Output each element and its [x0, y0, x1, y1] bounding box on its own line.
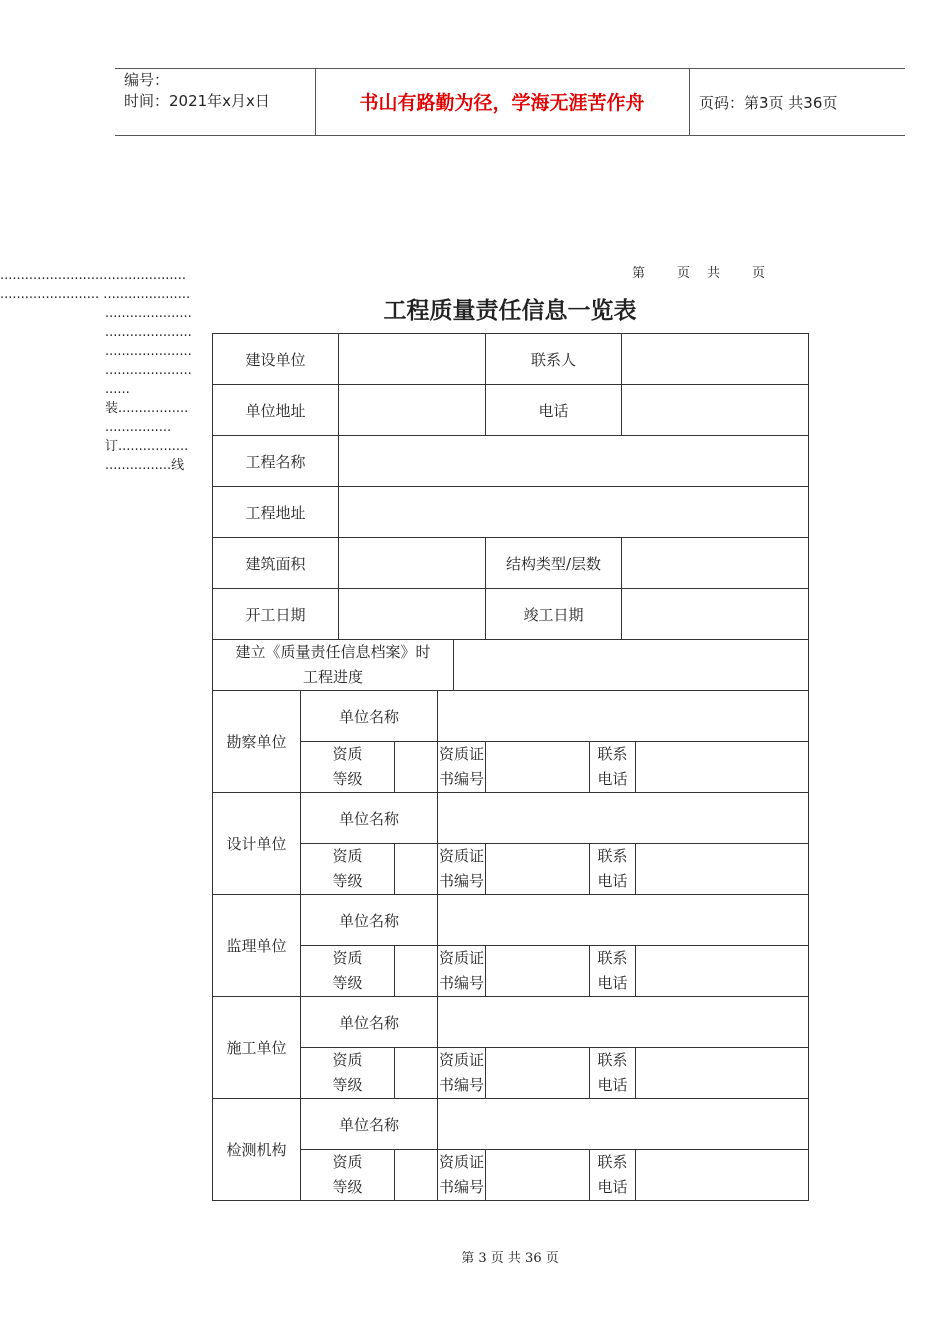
- progress-label-line: 工程进度: [303, 668, 364, 686]
- label-line: 联系: [597, 847, 628, 865]
- certificate-number-label: [438, 1048, 486, 1099]
- completion-date-value[interactable]: [622, 589, 809, 640]
- unit-name-value[interactable]: [438, 895, 809, 946]
- label-line: 资质: [332, 949, 363, 967]
- start-date-label: 开工日期: [213, 589, 339, 640]
- binding-line: .....................: [105, 344, 192, 359]
- binding-margin: [0, 266, 192, 475]
- number-label: 编号：: [124, 71, 170, 89]
- label-line: 电话: [597, 1076, 628, 1094]
- qualification-level-label: [301, 1150, 395, 1201]
- certificate-number-label: [438, 844, 486, 895]
- qualification-level-value[interactable]: [395, 1048, 438, 1099]
- certificate-number-value[interactable]: [486, 1048, 590, 1099]
- header-bottom-rule: [115, 135, 905, 136]
- structure-floors-value[interactable]: [622, 538, 809, 589]
- label-line: 资质: [332, 847, 363, 865]
- qualification-level-value[interactable]: [395, 742, 438, 793]
- label-line: 等级: [332, 872, 363, 890]
- binding-line: 装.................: [105, 401, 189, 416]
- label-line: 联系: [597, 745, 628, 763]
- certificate-number-value[interactable]: [486, 742, 590, 793]
- sheet-page-indicator: 第 页 共 页: [632, 266, 768, 281]
- binding-line: 订.................: [105, 439, 189, 454]
- contact-phone-value[interactable]: [636, 946, 809, 997]
- contact-phone-value[interactable]: [636, 742, 809, 793]
- structure-floors-label: 结构类型/层数: [486, 538, 622, 589]
- label-line: 等级: [332, 1076, 363, 1094]
- document-title: 工程质量责任信息一览表: [383, 297, 637, 324]
- label-line: 电话: [597, 974, 628, 992]
- supervision-unit-group: [213, 895, 809, 997]
- qualification-level-label: [301, 1048, 395, 1099]
- unit-name-value[interactable]: [438, 691, 809, 742]
- header-page-label: 页码：第3页 共36页: [699, 94, 838, 112]
- unit-name-label: 单位名称: [301, 1099, 438, 1150]
- unit-address-label: 单位地址: [213, 385, 339, 436]
- binding-line: ......: [105, 382, 130, 397]
- label-line: 等级: [332, 1178, 363, 1196]
- contact-phone-label: [590, 946, 636, 997]
- unit-name-value[interactable]: [438, 997, 809, 1048]
- phone-label: 电话: [486, 385, 622, 436]
- qualification-level-label: [301, 946, 395, 997]
- qualification-level-label: [301, 742, 395, 793]
- label-line: 资质证: [439, 1153, 485, 1171]
- start-date-value[interactable]: [339, 589, 486, 640]
- label-line: 等级: [332, 974, 363, 992]
- label-line: 书编号: [439, 872, 485, 890]
- project-address-value[interactable]: [339, 487, 809, 538]
- label-line: 电话: [597, 872, 628, 890]
- unit-address-value[interactable]: [339, 385, 486, 436]
- label-line: 资质证: [439, 847, 485, 865]
- project-name-label: 工程名称: [213, 436, 339, 487]
- label-line: 等级: [332, 770, 363, 788]
- progress-label-line: 建立《质量责任信息档案》时: [235, 643, 431, 661]
- contact-phone-value[interactable]: [636, 844, 809, 895]
- design-unit-group: [213, 793, 809, 895]
- group-label: 监理单位: [213, 895, 301, 997]
- progress-label: [213, 640, 454, 691]
- completion-date-label: 竣工日期: [486, 589, 622, 640]
- label-line: 书编号: [439, 770, 485, 788]
- certificate-number-label: [438, 1150, 486, 1201]
- contact-phone-label: [590, 844, 636, 895]
- header-top-rule: [115, 68, 905, 69]
- progress-value[interactable]: [454, 640, 809, 691]
- contact-person-value[interactable]: [622, 334, 809, 385]
- survey-unit-group: [213, 691, 809, 793]
- group-label: 检测机构: [213, 1099, 301, 1201]
- time-label: 时间：2021年x月x日: [124, 92, 270, 110]
- label-line: 联系: [597, 1153, 628, 1171]
- unit-name-label: 单位名称: [301, 895, 438, 946]
- certificate-number-value[interactable]: [486, 844, 590, 895]
- phone-value[interactable]: [622, 385, 809, 436]
- project-name-value[interactable]: [339, 436, 809, 487]
- binding-line: ................: [105, 420, 172, 435]
- construction-unit-label: 建设单位: [213, 334, 339, 385]
- binding-line: ................线: [105, 458, 185, 473]
- construction-unit-value[interactable]: [339, 334, 486, 385]
- certificate-number-value[interactable]: [486, 946, 590, 997]
- unit-name-label: 单位名称: [301, 997, 438, 1048]
- header-motto: 书山有路勤为径，学海无涯苦作舟: [359, 92, 645, 114]
- group-label: 勘察单位: [213, 691, 301, 793]
- construction-contractor-group: [213, 997, 809, 1099]
- label-line: 资质证: [439, 745, 485, 763]
- label-line: 电话: [597, 1178, 628, 1196]
- unit-name-label: 单位名称: [301, 793, 438, 844]
- contact-phone-value[interactable]: [636, 1150, 809, 1201]
- qualification-level-value[interactable]: [395, 1150, 438, 1201]
- label-line: 电话: [597, 770, 628, 788]
- header-meta: [124, 70, 270, 112]
- quality-info-table: [212, 333, 809, 1201]
- label-line: 书编号: [439, 1178, 485, 1196]
- label-line: 资质: [332, 1153, 363, 1171]
- binding-line: .....................: [105, 306, 192, 321]
- contact-phone-label: [590, 1048, 636, 1099]
- unit-name-value[interactable]: [438, 793, 809, 844]
- certificate-number-value[interactable]: [486, 1150, 590, 1201]
- contact-person-label: 联系人: [486, 334, 622, 385]
- label-line: 书编号: [439, 1076, 485, 1094]
- label-line: 资质证: [439, 1051, 485, 1069]
- certificate-number-label: [438, 742, 486, 793]
- qualification-level-value[interactable]: [395, 946, 438, 997]
- label-line: 资质: [332, 745, 363, 763]
- label-line: 书编号: [439, 974, 485, 992]
- page-footer: 第 3 页 共 36 页: [461, 1251, 559, 1266]
- label-line: 联系: [597, 1051, 628, 1069]
- label-line: 资质: [332, 1051, 363, 1069]
- contact-phone-value[interactable]: [636, 1048, 809, 1099]
- unit-name-label: 单位名称: [301, 691, 438, 742]
- label-line: 资质证: [439, 949, 485, 967]
- binding-line: ........................ .....................: [0, 287, 191, 302]
- binding-line: .....................: [105, 325, 192, 340]
- contact-phone-label: [590, 1150, 636, 1201]
- unit-name-value[interactable]: [438, 1099, 809, 1150]
- qualification-level-value[interactable]: [395, 844, 438, 895]
- contact-phone-label: [590, 742, 636, 793]
- binding-line: .............................................: [0, 268, 186, 283]
- header-divider: [689, 68, 690, 135]
- binding-line: .....................: [105, 363, 192, 378]
- label-line: 联系: [597, 949, 628, 967]
- building-area-label: 建筑面积: [213, 538, 339, 589]
- group-label: 施工单位: [213, 997, 301, 1099]
- building-area-value[interactable]: [339, 538, 486, 589]
- project-address-label: 工程地址: [213, 487, 339, 538]
- certificate-number-label: [438, 946, 486, 997]
- qualification-level-label: [301, 844, 395, 895]
- group-label: 设计单位: [213, 793, 301, 895]
- testing-agency-group: [213, 1099, 809, 1201]
